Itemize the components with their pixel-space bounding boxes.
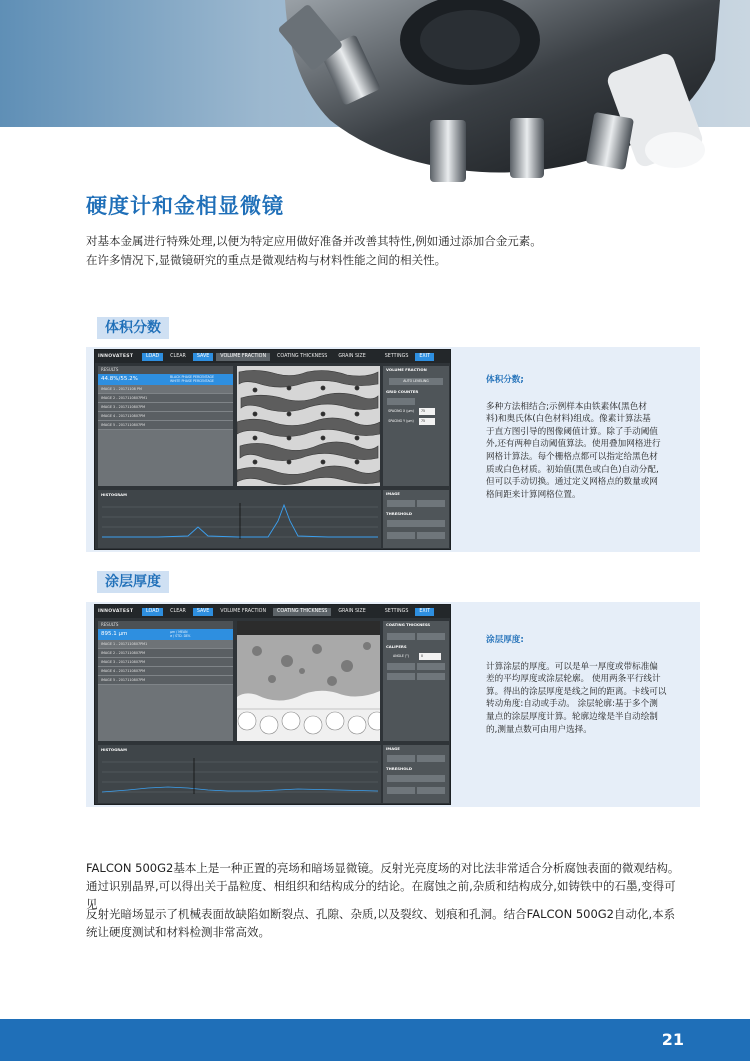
spacing-y-field[interactable]: 75 <box>419 418 435 425</box>
settings-button[interactable]: SETTINGS <box>384 608 409 614</box>
histogram-heading: HISTOGRAM <box>101 747 127 752</box>
desc-line: 量点的涂层厚度计算。轮廓边缘是半自动绘制 <box>486 711 658 722</box>
page-number: 21 <box>661 1030 684 1049</box>
tab-volume-fraction[interactable]: VOLUME FRACTION <box>220 608 267 614</box>
desc-line: 网格计算法。每个栅格点都可以指定给黑色材 <box>486 451 658 462</box>
image-threshold-panel <box>383 490 449 548</box>
brand-logo: INNOVATEST <box>98 609 134 614</box>
results-panel <box>98 366 233 486</box>
histogram-panel <box>98 745 381 803</box>
load-button[interactable]: LOAD <box>142 353 163 361</box>
auto-leveling-button[interactable]: AUTO LEVELING <box>389 378 443 385</box>
profile-button[interactable] <box>417 633 445 640</box>
section-description <box>486 634 686 736</box>
desc-line: 计算涂层的厚度。可以是单一厚度或带标准偏 <box>486 661 658 672</box>
angle-field[interactable]: 0 <box>419 653 441 660</box>
load-button[interactable]: LOAD <box>142 608 163 616</box>
micrograph-image[interactable] <box>237 366 380 486</box>
desc-line: 但可以手动切换。通过定义网格点的数量或网 <box>486 477 658 488</box>
intro-line: 在许多情况下,显微镜研究的重点是微观结构与材料性能之间的相关性。 <box>86 253 447 267</box>
desc-line: 料)和奥氏体(白色材料)组成。像素计算法基 <box>486 414 651 425</box>
list-item[interactable]: IMAGE 2 - 2017110807PM1 <box>98 394 233 403</box>
desc-line: 差的平均厚度或涂层轮廓。 使用两条平行线计 <box>486 674 661 685</box>
threshold-button[interactable] <box>387 787 415 794</box>
tab-grain-size[interactable]: GRAIN SIZE <box>338 353 366 359</box>
clear-button[interactable]: CLEAR <box>170 353 186 359</box>
list-item[interactable]: IMAGE 2 - 2017110807PM <box>98 649 233 658</box>
histogram-panel <box>98 490 381 548</box>
threshold-button[interactable] <box>417 787 445 794</box>
result-legend <box>170 631 191 638</box>
description-title: 涂层厚度: <box>486 635 524 645</box>
side-heading: COATING THICKNESS <box>386 622 431 627</box>
desc-line: 格间距来计算网格位置。 <box>486 489 581 500</box>
spacing-label: SPACING Y (µm) <box>388 419 414 423</box>
software-window <box>94 349 451 550</box>
exit-button[interactable]: EXIT <box>415 353 434 361</box>
description-title: 体积分数; <box>486 375 524 385</box>
list-item[interactable]: IMAGE 5 - 2017110807PM <box>98 421 233 430</box>
microscope-turret-illustration <box>0 0 750 210</box>
histogram-heading: HISTOGRAM <box>101 492 127 497</box>
results-heading: RESULTS <box>98 366 233 374</box>
brand-logo: INNOVATEST <box>98 354 134 359</box>
image-button[interactable] <box>417 500 445 507</box>
result-value-text: 895.1 µm <box>101 631 128 637</box>
section-label-coating-thickness: 涂层厚度 <box>97 571 169 593</box>
legend-std: σ / STD. DEV. <box>170 633 191 638</box>
list-item[interactable]: IMAGE 5 - 2017110807PM <box>98 676 233 685</box>
side-heading: GRID COUNTER <box>386 389 419 394</box>
caliper-button[interactable] <box>417 673 445 680</box>
threshold-button[interactable] <box>417 532 445 539</box>
intro-text <box>86 232 686 270</box>
desc-line: 外,还有两种自动阈值算法。使用叠加网格进行 <box>486 439 661 450</box>
body-paragraph: 反射光暗场显示了机械表面故缺陷如断裂点、孔隙、杂质,以及裂纹、划痕和孔洞。结合FALCON 500G2自动化,本系统让硬度测试和材料检测非常高效。 <box>86 907 676 939</box>
side-heading: CALIPERS <box>386 644 407 649</box>
caliper-button[interactable] <box>387 673 415 680</box>
tab-volume-fraction[interactable]: VOLUME FRACTION <box>216 353 270 361</box>
settings-button[interactable]: SETTINGS <box>384 353 409 359</box>
tab-coating-thickness[interactable]: COATING THICKNESS <box>277 353 328 359</box>
save-button[interactable]: SAVE <box>193 608 213 616</box>
result-value-text: 44.8%/55.2% <box>101 376 138 382</box>
clear-button[interactable]: CLEAR <box>170 608 186 614</box>
intro-line: 对基本金属进行特殊处理,以便为特定应用做好准备并改善其特性,例如通过添加合金元素。 <box>86 234 542 248</box>
results-heading: RESULTS <box>98 621 233 629</box>
image-heading: IMAGE <box>386 746 400 751</box>
settings-side-panel <box>383 366 449 486</box>
threshold-heading: THRESHOLD <box>386 766 412 771</box>
spacing-label: SPACING X (µm) <box>388 409 414 413</box>
save-button[interactable]: SAVE <box>193 353 213 361</box>
thickness-button[interactable] <box>387 633 415 640</box>
list-item[interactable]: IMAGE 3 - 2017110807PM <box>98 403 233 412</box>
threshold-slider[interactable] <box>387 520 445 527</box>
results-panel <box>98 621 233 741</box>
footer-bar <box>0 1019 750 1061</box>
list-item[interactable]: IMAGE 3 - 2017110807PM <box>98 658 233 667</box>
histogram-chart <box>98 754 381 802</box>
settings-side-panel <box>383 621 449 741</box>
page-title: 硬度计和金相显微镜 <box>86 194 284 218</box>
grid-button[interactable] <box>387 398 415 405</box>
legend-white: WHITE PHASE PERCENTAGE <box>170 378 214 383</box>
image-threshold-panel <box>383 745 449 803</box>
angle-label: ANGLE (°) <box>393 654 409 658</box>
legend-mean: µm / MEAN <box>170 630 188 634</box>
desc-line: 转动角度:自动或手动。 涂层轮廓:基于多个测 <box>486 699 658 710</box>
result-legend <box>170 376 214 383</box>
threshold-heading: THRESHOLD <box>386 511 412 516</box>
image-heading: IMAGE <box>386 491 400 496</box>
caliper-button[interactable] <box>417 663 445 670</box>
section-label-volume-fraction: 体积分数 <box>97 317 169 339</box>
ferrite-austenite-micrograph <box>237 366 380 486</box>
image-button[interactable] <box>387 755 415 762</box>
app-toolbar <box>95 350 450 363</box>
desc-line: 于直方图引导的图像阈值计算。除了手动阈值 <box>486 426 658 437</box>
body-paragraph: FALCON 500G2基本上是一种正置的亮场和暗场显微镜。反射光亮度场的对比法非常适合分析腐蚀表面的微观结构。通过识别晶界,可以得出关于晶粒度、相组织和结构成分的结论。在腐蚀之前,杂质和结构成分,如铸铁中的石墨,变得可见 <box>86 861 680 911</box>
list-item[interactable]: IMAGE 4 - 2017110807PM <box>98 667 233 676</box>
desc-line: 算。得出的涂层厚度是线之间的距离。卡线可以 <box>486 686 667 697</box>
coating-cross-section-micrograph <box>237 621 380 741</box>
volume-fraction-panel <box>86 347 700 552</box>
threshold-button[interactable] <box>387 532 415 539</box>
caliper-button[interactable] <box>387 663 415 670</box>
list-item[interactable]: IMAGE 1 - 20171108 PM <box>98 385 233 394</box>
tab-grain-size[interactable]: GRAIN SIZE <box>338 608 366 614</box>
result-value[interactable] <box>98 629 233 640</box>
side-heading: VOLUME FRACTION <box>386 367 427 372</box>
micrograph-image[interactable] <box>237 621 380 741</box>
exit-button[interactable]: EXIT <box>415 608 434 616</box>
app-toolbar <box>95 605 450 618</box>
tab-coating-thickness[interactable]: COATING THICKNESS <box>273 608 331 616</box>
desc-line: 质或白色材质。初始值(黑色或白色)自动分配, <box>486 464 659 475</box>
histogram-chart <box>98 499 381 547</box>
section-description <box>486 374 686 501</box>
image-button[interactable] <box>387 500 415 507</box>
legend-black: BLACK PHASE PERCENTAGE <box>170 375 214 379</box>
hero-machine-image <box>0 0 750 210</box>
threshold-slider[interactable] <box>387 775 445 782</box>
result-value[interactable] <box>98 374 233 385</box>
image-button[interactable] <box>417 755 445 762</box>
desc-line: 的,测量点数可由用户选择。 <box>486 724 592 735</box>
coating-thickness-panel <box>86 602 700 807</box>
desc-line: 多种方法相结合;示例样本由铁素体(黑色材 <box>486 401 647 412</box>
software-window <box>94 604 451 805</box>
spacing-x-field[interactable]: 75 <box>419 408 435 415</box>
list-item[interactable]: IMAGE 1 - 2017110807PM1 <box>98 640 233 649</box>
list-item[interactable]: IMAGE 4 - 2017110807PM <box>98 412 233 421</box>
